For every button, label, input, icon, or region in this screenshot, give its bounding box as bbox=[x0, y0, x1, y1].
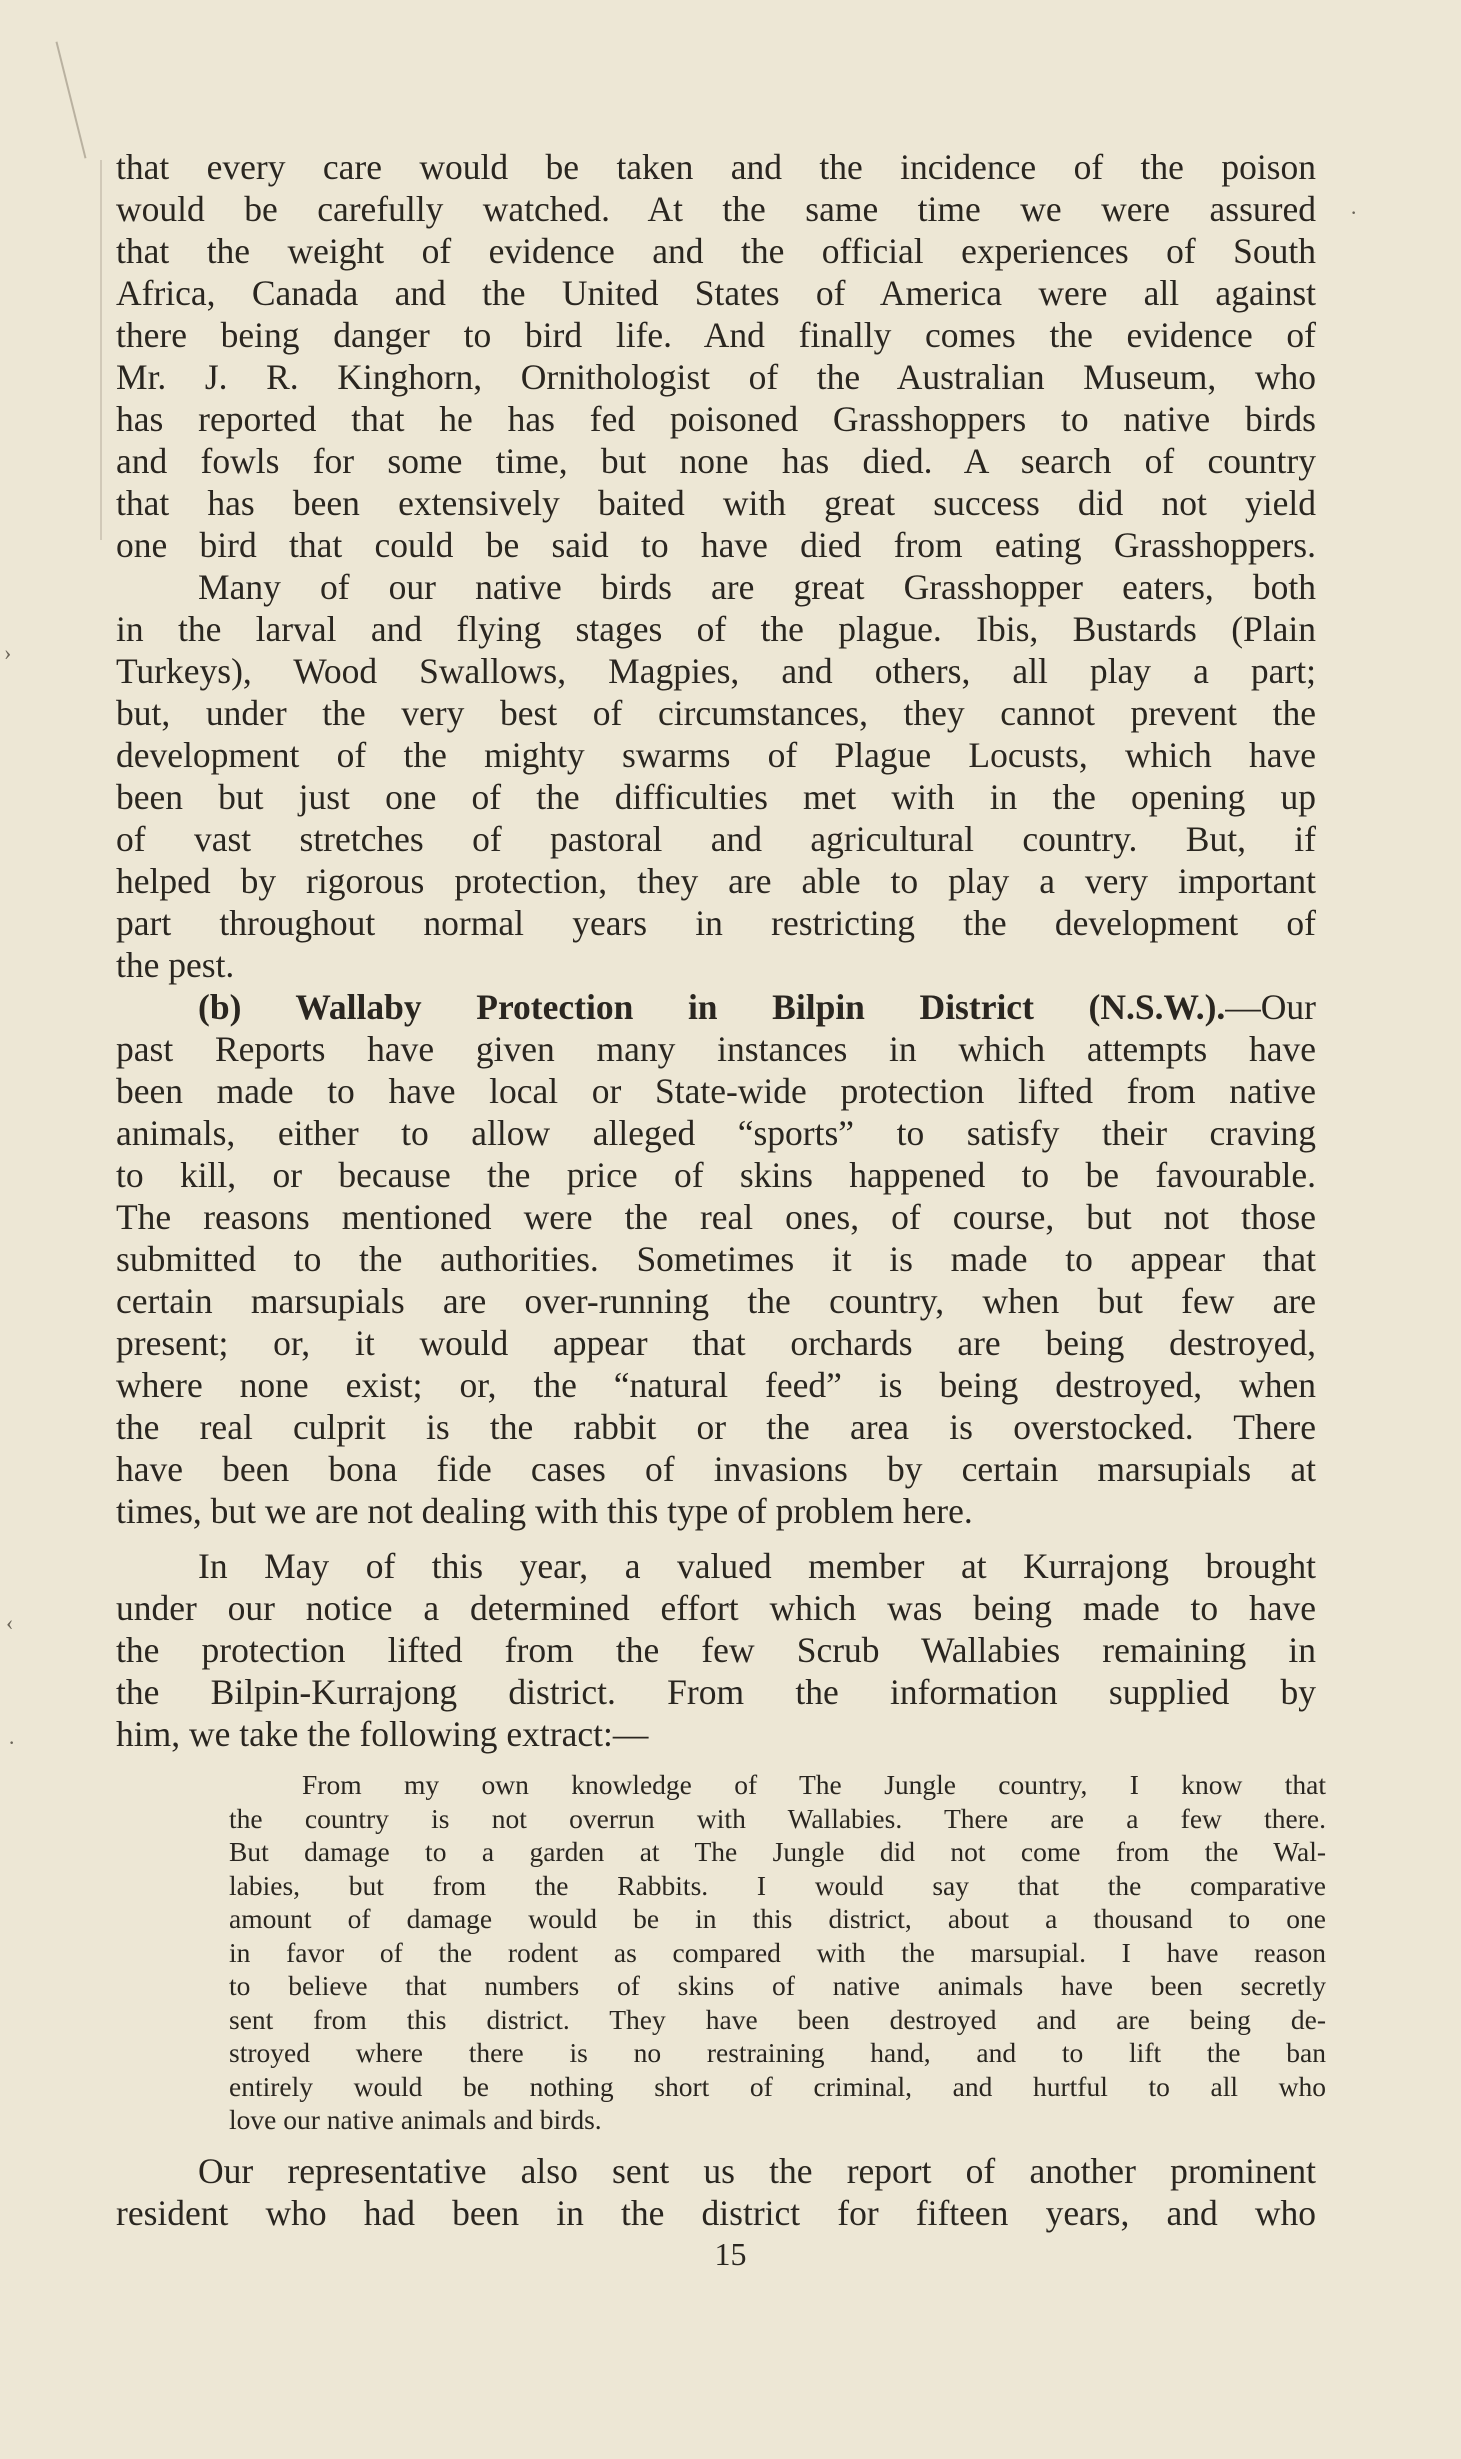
p3-line-12: have been bona fide cases of invasions by certain marsupials at bbox=[116, 1449, 1316, 1489]
p3-line-6: The reasons mentioned were the real ones, of course, but not those bbox=[116, 1197, 1316, 1237]
p3-line-1 bbox=[198, 986, 1316, 1028]
p2-line-9: part throughout normal years in restricting the development of bbox=[116, 903, 1316, 943]
quote-line-8: sent from this district. They have been destroyed and are being de- bbox=[229, 2003, 1326, 2035]
p2-line-7: of vast stretches of pastoral and agricultural country. But, if bbox=[116, 819, 1316, 859]
p2-line-10: the pest. bbox=[116, 945, 235, 985]
margin-speck: › bbox=[4, 640, 12, 665]
margin-speck: ‹ bbox=[6, 1610, 14, 1635]
p5-line-2: resident who had been in the district for fifteen years, and who bbox=[116, 2193, 1316, 2233]
p2-line-3: Turkeys), Wood Swallows, Magpies, and others, all play a part; bbox=[116, 651, 1316, 691]
p1-line-1: that every care would be taken and the incidence of the poison bbox=[116, 147, 1316, 187]
quote-line-2: the country is not overrun with Wallabies. There are a few there. bbox=[229, 1802, 1326, 1834]
section-heading: (b) Wallaby Protection in Bilpin District (N.S.W.). bbox=[198, 987, 1226, 1027]
p4-line-4: the Bilpin-Kurrajong district. From the information supplied by bbox=[116, 1672, 1316, 1712]
p2-line-5: development of the mighty swarms of Plague Locusts, which have bbox=[116, 735, 1316, 775]
quote-line-6: in favor of the rodent as compared with the marsupial. I have reason bbox=[229, 1936, 1326, 1968]
p1-line-5: there being danger to bird life. And finally comes the evidence of bbox=[116, 315, 1316, 355]
p1-line-10: one bird that could be said to have died from eating Grasshoppers. bbox=[116, 525, 1316, 565]
p4-line-2: under our notice a determined effort which was being made to have bbox=[116, 1588, 1316, 1628]
binding-edge-mark bbox=[100, 160, 102, 540]
page-number: 15 bbox=[714, 2236, 747, 2272]
quote-line-5: amount of damage would be in this district, about a thousand to one bbox=[229, 1903, 1326, 1934]
p3-line-9: present; or, it would appear that orchards are being destroyed, bbox=[116, 1323, 1316, 1363]
p3-line-10: where none exist; or, the “natural feed” is being destroyed, when bbox=[116, 1365, 1316, 1405]
quote-line-11: love our native animals and birds. bbox=[229, 2104, 602, 2135]
p1-line-8: and fowls for some time, but none has died. A search of country bbox=[116, 441, 1316, 481]
p1-line-2: would be carefully watched. At the same time we were assured bbox=[116, 189, 1316, 229]
p3-line-4: animals, either to allow alleged “sports” to satisfy their craving bbox=[116, 1113, 1316, 1153]
p3-first-line-rest: —Our bbox=[1225, 987, 1316, 1027]
p1-line-6: Mr. J. R. Kinghorn, Ornithologist of the Australian Museum, who bbox=[116, 357, 1316, 397]
quote-line-4: labies, but from the Rabbits. I would say that the comparative bbox=[229, 1869, 1326, 1901]
p3-line-5: to kill, or because the price of skins happened to be favourable. bbox=[116, 1155, 1316, 1195]
p4-line-1: In May of this year, a valued member at Kurrajong brought bbox=[198, 1546, 1316, 1586]
p1-line-3: that the weight of evidence and the official experiences of South bbox=[116, 231, 1316, 271]
p2-line-6: been but just one of the difficulties met with in the opening up bbox=[116, 777, 1316, 817]
quote-line-9: stroyed where there is no restraining hand, and to lift the ban bbox=[229, 2037, 1326, 2068]
quote-line-1: From my own knowledge of The Jungle country, I know that bbox=[302, 1769, 1326, 1800]
quote-line-10: entirely would be nothing short of criminal, and hurtful to all who bbox=[229, 2070, 1326, 2102]
margin-speck: · bbox=[8, 1730, 16, 1755]
binding-edge-mark bbox=[56, 42, 87, 159]
margin-speck: · bbox=[1350, 200, 1358, 225]
p2-line-1: Many of our native birds are great Grasshopper eaters, both bbox=[198, 567, 1316, 607]
quote-line-3: But damage to a garden at The Jungle did not come from the Wal- bbox=[229, 1836, 1326, 1867]
p2-line-8: helped by rigorous protection, they are able to play a very important bbox=[116, 861, 1316, 901]
p3-line-7: submitted to the authorities. Sometimes it is made to appear that bbox=[116, 1239, 1316, 1279]
p1-line-4: Africa, Canada and the United States of America were all against bbox=[116, 273, 1316, 313]
p3-line-8: certain marsupials are over-running the country, when but few are bbox=[116, 1281, 1316, 1321]
p2-line-4: but, under the very best of circumstances, they cannot prevent the bbox=[116, 693, 1316, 733]
p1-line-7: has reported that he has fed poisoned Grasshoppers to native birds bbox=[116, 399, 1316, 439]
p4-line-3: the protection lifted from the few Scrub Wallabies remaining in bbox=[116, 1630, 1316, 1670]
p5-line-1: Our representative also sent us the report of another prominent bbox=[198, 2151, 1316, 2191]
p3-line-3: been made to have local or State-wide protection lifted from native bbox=[116, 1071, 1316, 1111]
p4-line-5: him, we take the following extract:— bbox=[116, 1714, 649, 1754]
p3-line-2: past Reports have given many instances in which attempts have bbox=[116, 1029, 1316, 1069]
quote-line-7: to believe that numbers of skins of native animals have been secretly bbox=[229, 1970, 1326, 2001]
p3-line-11: the real culprit is the rabbit or the area is overstocked. There bbox=[116, 1407, 1316, 1447]
p2-line-2: in the larval and flying stages of the plague. Ibis, Bustards (Plain bbox=[116, 609, 1316, 649]
p1-line-9: that has been extensively baited with great success did not yield bbox=[116, 483, 1316, 523]
p3-line-13: times, but we are not dealing with this type of problem here. bbox=[116, 1491, 973, 1531]
